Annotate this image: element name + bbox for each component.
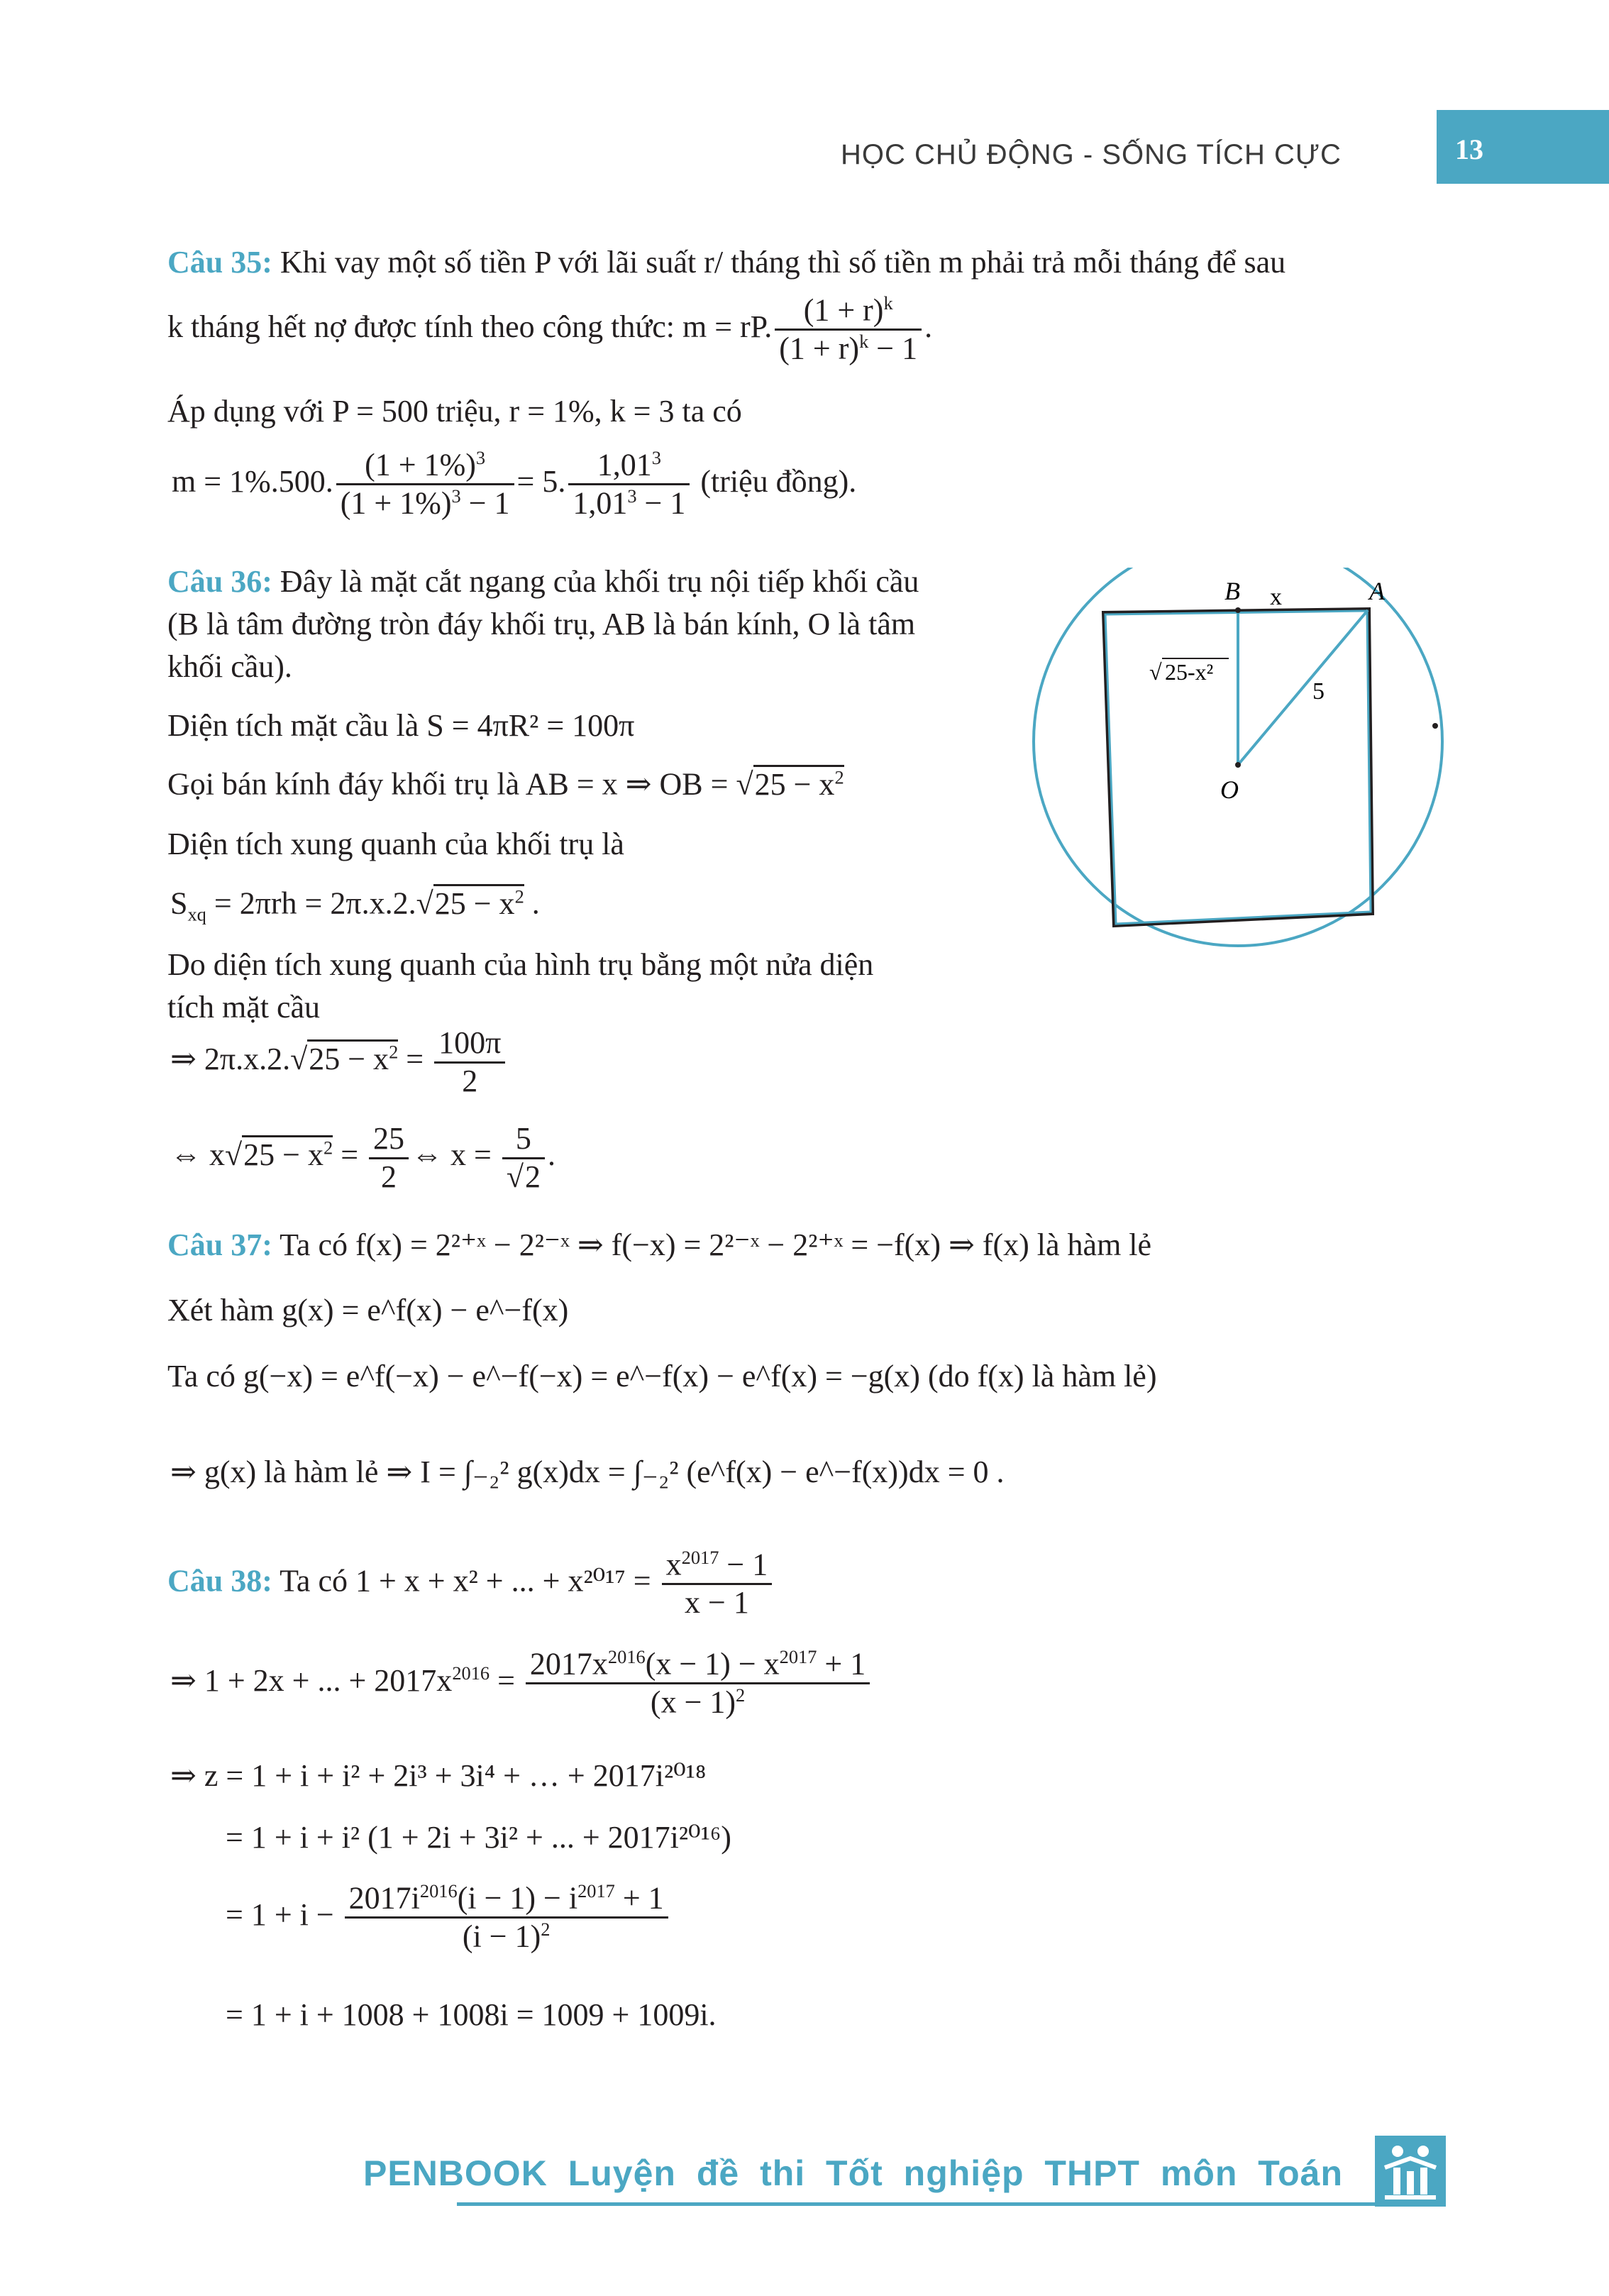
- q37-line2: Xét hàm g(x) = e^f(x) − e^−f(x): [167, 1293, 569, 1328]
- q35-apply-line: Áp dụng với P = 500 triệu, r = 1%, k = 3 ta có: [167, 394, 742, 429]
- point-b: [1235, 607, 1241, 613]
- svg-text:√: √: [1149, 659, 1162, 685]
- q36-line3: khối cầu).: [167, 649, 292, 684]
- q38-line1: Câu 38: Ta có 1 + x + x² + ... + x²⁰¹⁷ = $\frac{x^{2017} - 1}{x - 1}$: [167, 1547, 775, 1621]
- q38-line6: = 1 + i + 1008 + 1008i = 1009 + 1009i.: [226, 1997, 717, 2032]
- label-b: B: [1224, 577, 1240, 605]
- label-a: A: [1369, 577, 1385, 605]
- q38-label: Câu 38:: [167, 1563, 272, 1599]
- q36-line8: tích mặt cầu: [167, 990, 321, 1025]
- footer-title: PENBOOK Luyện đề thi Tốt nghiệp THPT môn Toán: [363, 2153, 1344, 2193]
- q36-line6: Diện tích xung quanh của khối trụ là: [167, 827, 624, 861]
- q38-line3: ⇒ z = 1 + i + i² + 2i³ + 3i⁴ + … + 2017i²⁰¹⁸: [170, 1758, 707, 1793]
- q36-radius-line: Gọi bán kính đáy khối trụ là AB = x ⇒ OB = $√25 - x^2$: [167, 766, 844, 802]
- page-number: 13: [1455, 133, 1483, 165]
- q36-sphere-area: Diện tích mặt cầu là S = 4πR² = 100π: [167, 708, 635, 743]
- q35-unit: (triệu đồng).: [700, 463, 857, 499]
- q37-line1: Câu 37: Ta có f(x) = 2²⁺ˣ − 2²⁻ˣ ⇒ f(−x) = 2²⁻ˣ − 2²⁺ˣ = −f(x) ⇒ f(x) là hàm lẻ: [167, 1227, 1152, 1262]
- publisher-logo: [1375, 2136, 1446, 2207]
- point-edge: [1432, 723, 1438, 729]
- q35-formula-line: k tháng hết nợ được tính theo công thức: m = rP. $\frac{(1 + r)^k}{(1 + r)^k - 1}$ .: [167, 292, 933, 366]
- q36-figure: [1022, 568, 1461, 993]
- q37-line3: Ta có g(−x) = e^f(−x) − e^−f(−x) = e^−f(x) − e^f(x) = −g(x) (do f(x) là hàm lẻ): [167, 1359, 1157, 1393]
- people-icon: [1375, 2136, 1446, 2207]
- q36-equation2: ⇔ $x√25 - x^2$ = $\frac{25}{2}$ ⇔ x = $\frac{5}{√2}$ .: [170, 1121, 555, 1194]
- segment-oa: [1238, 610, 1368, 765]
- q35-computation: m = 1%.500. $\frac{(1 + 1\%)^3}{(1 + 1\%)^3 - 1}$ = 5. $\frac{1,01^3}{1,01^3 - 1}$ (triệu đồng).: [172, 447, 857, 521]
- q36-equation1: ⇒ $2\pi.x.2.√25 - x^2$ = $\frac{100\pi}{2}$: [170, 1025, 508, 1099]
- point-o: [1235, 762, 1241, 768]
- q36-lateral-area: $S_{xq} = 2\pi rh = 2\pi.x.2.√25 - x^2$ .: [170, 885, 540, 925]
- label-sqrt: 25-x²: [1165, 659, 1214, 685]
- q36-line1: Câu 36: Đây là mặt cắt ngang của khối trụ nội tiếp khối cầu: [167, 564, 919, 599]
- q38-line4: = 1 + i + i² (1 + 2i + 3i² + ... + 2017i²⁰¹⁶): [226, 1820, 731, 1855]
- q38-line2: ⇒ 1 + 2x + ... + $2017x^{2016}$ = $\frac{2017x^{2016}(x - 1) - x^{2017} + 1}{(x - 1)^2}$: [170, 1646, 873, 1721]
- q35-line1: Câu 35: Khi vay một số tiền P với lãi suất r/ tháng thì số tiền m phải trả mỗi tháng để sau: [167, 245, 1286, 280]
- label-o: O: [1220, 776, 1239, 804]
- q37-line4: ⇒ g(x) là hàm lẻ ⇒ I = ∫₋₂² g(x)dx = ∫₋₂² (e^f(x) − e^−f(x))dx = 0 .: [170, 1455, 1005, 1489]
- label-x: x: [1270, 584, 1282, 610]
- q36-label: Câu 36:: [167, 564, 272, 599]
- page-number-tab: [1437, 110, 1609, 184]
- q35-label: Câu 35:: [167, 245, 272, 280]
- q37-label: Câu 37:: [167, 1227, 272, 1262]
- q38-line5: = 1 + i − $\frac{2017i^{2016}(i - 1) - i^{2017} + 1}{(i - 1)^2}$: [226, 1880, 671, 1955]
- q36-line2: (B là tâm đường tròn đáy khối trụ, AB là bán kính, O là tâm: [167, 607, 916, 641]
- label-five: 5: [1312, 678, 1325, 705]
- footer-rule: [457, 2202, 1444, 2206]
- q36-line7: Do diện tích xung quanh của hình trụ bằng một nửa diện: [167, 947, 874, 982]
- q35-formula-fraction: $\frac{(1 + r)^k}{(1 + r)^k - 1}$: [775, 292, 922, 368]
- running-header: HỌC CHỦ ĐỘNG - SỐNG TÍCH CỰC: [841, 139, 1342, 170]
